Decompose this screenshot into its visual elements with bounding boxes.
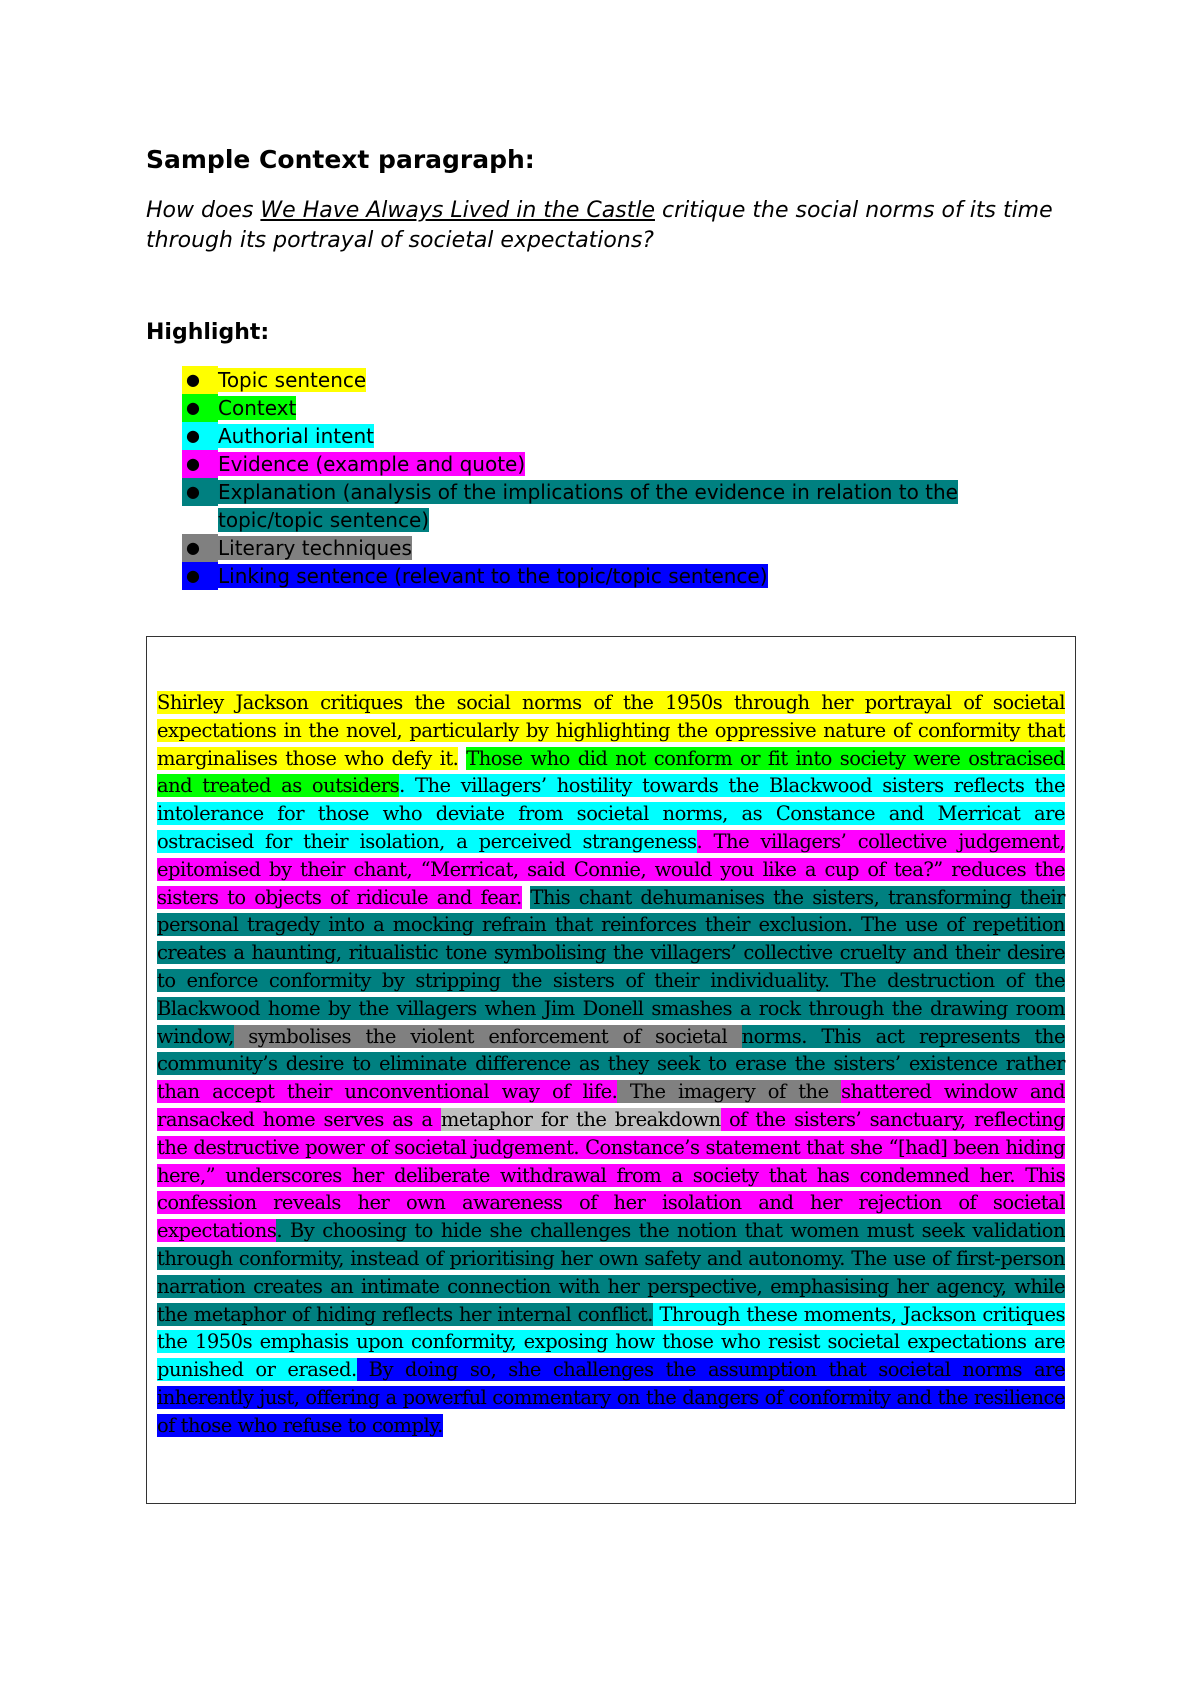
legend-item-label — [218, 422, 1052, 450]
page-title: Sample Context paragraph: — [146, 145, 535, 174]
legend-item-topic-sentence — [182, 366, 1052, 394]
model-paragraph — [157, 689, 1065, 1440]
paragraph-segment-explanation: . By choosing to hide she challenges the notion that women must seek validation through conformity, instead of prioritising her own safety and autonomy. The use of first-person narration creates an intimate connection with her perspective, emphasising her agency, while the metaphor of hiding reflects her internal conflict. — [157, 1219, 1065, 1326]
paragraph-segment-explanation: norms. This act represents the community’s desire to eliminate difference as they seek to erase the sisters’ existence rather — [157, 1024, 1065, 1076]
paragraph-segment-evidence: . The villagers’ collective judgement, epitomised by their chant, “Merricat, said Connie, would you like a cup of tea?” reduces the sisters to objects of ridicule and fear. — [157, 829, 1065, 909]
legend-item-label — [218, 562, 1052, 590]
paragraph-segment-authorial-intent: . The villagers’ hostility towards the Blackwood sisters reflects the intolerance for those who deviate from societal norms, as Constance and Merricat are ostracised for their isolation, a perceived strangeness — [157, 774, 1065, 853]
paragraph-segment-metaphor: metaphor for the breakdown — [440, 1107, 721, 1131]
legend-item-context — [182, 394, 1052, 422]
legend-highlight: Literary techniques — [218, 536, 412, 560]
bullet-icon: ● — [182, 422, 218, 450]
paragraph-segment-authorial-intent: Through these moments, Jackson critiques the 1950s emphasis upon conformity, exposing how those who resist societal expectations are punished or erased. — [157, 1302, 1065, 1382]
legend-highlight: Topic sentence — [218, 368, 367, 392]
legend-item-evidence — [182, 450, 1052, 478]
legend-item-label — [218, 534, 1052, 562]
legend-item-label — [218, 366, 1052, 394]
legend-highlight: Explanation (analysis of the implications of the evidence in relation to the topic/topic sentence) — [218, 480, 958, 532]
bullet-icon: ● — [182, 534, 218, 562]
book-title: We Have Always Lived in the Castle — [260, 198, 655, 223]
paragraph-segment-literary-technique: symbolises the violent enforcement of societal — [233, 1024, 742, 1048]
legend-highlight: Context — [218, 396, 297, 420]
paragraph-segment-explanation: This chant dehumanises the sisters, transforming their personal tragedy into a mocking refrain that reinforces their exclusion. The use of repetition creates a haunting, ritualistic tone symbolising the villagers’ collective cruelty and their desire to enforce conformity by stripping the sisters of their individuality. The destruction of the Blackwood home by the villagers when Jim Donell smashes a rock through the drawing room window, — [157, 885, 1065, 1048]
essay-question — [146, 196, 1076, 256]
paragraph-segment-topic-sentence: Shirley Jackson critiques the social norms of the 1950s through her portrayal of societal expectations in the novel, particularly by highlighting the oppressive nature of conformity that marginalises those who defy it. — [157, 691, 1065, 770]
legend-item-label — [218, 478, 1052, 534]
legend-item-linking-sentence — [182, 562, 1052, 590]
legend-highlight: Evidence (example and quote) — [218, 452, 526, 476]
bullet-icon: ● — [182, 366, 218, 394]
bullet-icon: ● — [182, 478, 218, 506]
bullet-icon: ● — [182, 450, 218, 478]
question-text-before: How does — [146, 198, 261, 223]
legend-item-label — [218, 394, 1052, 422]
legend-highlight: Linking sentence (relevant to the topic/topic sentence) — [218, 564, 768, 588]
paragraph-segment-evidence: of the sisters’ sanctuary, reflecting the destructive power of societal judgement. Constance’s statement that she “[had] been hiding here,” underscores her deliberate withdrawal from a society that has condemned her. This confession reveals her own awareness of her isolation and her rejection of societal expectations — [157, 1107, 1065, 1243]
highlight-heading: Highlight: — [146, 320, 270, 345]
paragraph-segment-evidence: shattered window and ransacked home serves as a — [157, 1080, 1065, 1131]
bullet-icon: ● — [182, 394, 218, 422]
legend-highlight: Authorial intent — [218, 424, 374, 448]
model-paragraph-box — [146, 636, 1076, 1504]
legend-item-explanation — [182, 478, 1052, 534]
paragraph-segment-literary-technique: The imagery of the — [617, 1080, 842, 1104]
question-text-after: critique the social norms of its time through its portrayal of societal expectations? — [146, 198, 1053, 253]
highlight-legend — [182, 366, 1052, 590]
legend-item-literary-techniques — [182, 534, 1052, 562]
paragraph-segment-context: Those who did not conform or fit into society were ostracised and treated as outsiders — [157, 746, 1065, 798]
legend-item-authorial-intent — [182, 422, 1052, 450]
paragraph-segment-evidence: than accept their unconventional way of life. — [157, 1080, 618, 1104]
legend-item-label — [218, 450, 1052, 478]
bullet-icon: ● — [182, 562, 218, 590]
paragraph-segment-linking-sentence: By doing so, she challenges the assumption that societal norms are inherently just, offering a powerful commentary on the dangers of conformity and the resilience of those who refuse to comply. — [157, 1358, 1065, 1437]
